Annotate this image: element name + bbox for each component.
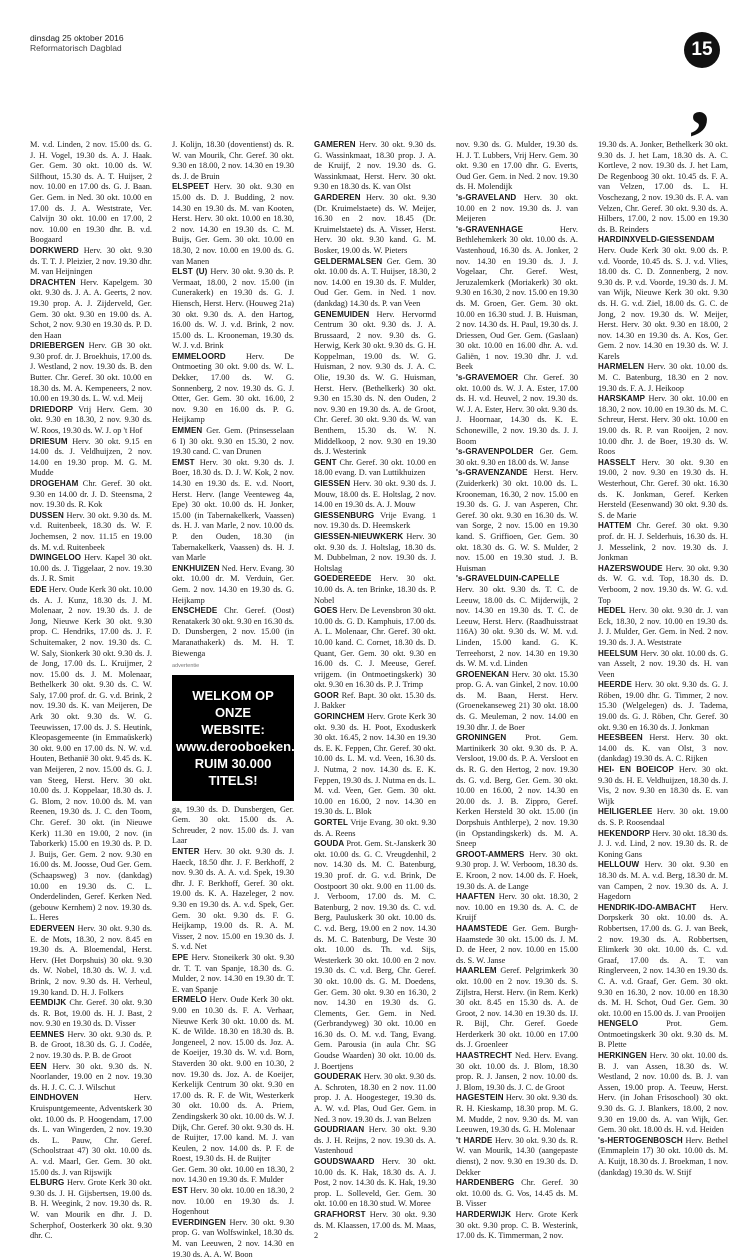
place-name: ENSCHEDE bbox=[172, 606, 218, 616]
service-entry bbox=[598, 860, 728, 902]
place-name: HEERDE bbox=[598, 680, 632, 690]
service-details: Herv. Stoneikerk 30 okt. 9.30 dr. T. T. van Spanje, 18.30 ds. G. Mulder, 2 nov. 14.30 en 19.30 dr. T. E. van Spanje bbox=[172, 953, 295, 994]
service-details: Herv. Kapelgem. 30 okt. 9.30 ds. J. A. A. Geerts, 2 nov. 19.30 prop. A. J. Zijderveld, Ger. Gem. 30 okt. 9.30 en 19.00 ds. A. Schot, 2 nov. 9.30 en 19.30 ds. P. D. den Haan bbox=[30, 277, 152, 340]
place-name: GOEDEREEDE bbox=[314, 574, 372, 584]
place-name: HAAMSTEDE bbox=[456, 923, 508, 933]
service-entry bbox=[456, 1136, 578, 1178]
place-name: 's-GRAVELAND bbox=[456, 192, 517, 202]
service-details: Prot. Gem. Martinikerk 30 okt. 9.30 ds. P. A. Versloot, 19.00 ds. P. A. Versloot en ds. R. G. den Hertog, 2 nov. 19.30 ds. G. v.d. Berg, Ger. Gem. 30 okt. 10.00 en 16.00, 2 nov. 14.30 en 20.00 ds. J. B. Zippro, Geref. Kerken Hersteld 30 okt. 15.00 (in Dorpshuis Anthlerpe), 2 nov. 19.30 (in Opstandingskerk) ds. M. A. Sneep bbox=[456, 733, 579, 849]
place-name: GARDEREN bbox=[314, 192, 361, 202]
service-details: Herv. 30 okt. 9.30 ds. M. v.d. Ruitenbeek, 18.30 ds. W. F. Jochemsen, 2 nov. 11.15 en 19.00 ds. M. v.d. Ruitenbeek bbox=[30, 510, 152, 552]
place-name: GOOR bbox=[314, 690, 339, 700]
service-entry bbox=[172, 352, 294, 426]
place-name: GOUDERAK bbox=[314, 1072, 362, 1082]
place-name: EST bbox=[172, 1186, 188, 1196]
service-details: Herv. 30 okt. 9.30 ds. J. H. Reijns, 2 nov. 19.30 ds. A. Vastenhoud bbox=[314, 1125, 437, 1156]
service-entry bbox=[456, 1093, 578, 1135]
place-name: DRIESUM bbox=[30, 436, 68, 446]
service-entry bbox=[172, 847, 294, 953]
service-entry bbox=[172, 1218, 294, 1260]
service-entry bbox=[456, 193, 578, 225]
place-name: ENKHUIZEN bbox=[172, 563, 220, 573]
place-name: HEI- EN BOEICOP bbox=[598, 765, 674, 775]
place-name: GIESSEN-NIEUWKERK bbox=[314, 531, 404, 541]
column-4 bbox=[456, 140, 579, 1241]
place-name: 's-GRAVENHAGE bbox=[456, 224, 524, 234]
place-name: HARMELEN bbox=[598, 362, 645, 372]
place-name: GAMEREN bbox=[314, 140, 356, 149]
masthead bbox=[30, 33, 124, 53]
service-details: Herv. 30 okt. 9.30 prop. G. van Wolfswinkel, 18.30 ds. M. van Leeuwen, 2 nov. 14.30 en 19.30 ds. A. A. W. Boon bbox=[172, 1217, 294, 1259]
place-name: 's-GRAVEMOER bbox=[456, 373, 519, 383]
advertisement-line: www.derooboeken.nl bbox=[176, 738, 307, 754]
service-entry bbox=[30, 278, 152, 342]
service-entry bbox=[598, 765, 728, 807]
service-entry bbox=[598, 1051, 728, 1136]
service-details: Herv. 30 okt. 10.00 en 2 nov. 19.30 ds. J. van Meijeren bbox=[456, 192, 579, 224]
place-name: DRIEDORP bbox=[30, 404, 74, 414]
service-details: Herv. 30 okt. 18.30, 2 nov. 10.00 en 19.30 ds. A. C. de Kruijf bbox=[456, 892, 578, 923]
service-entry bbox=[314, 140, 436, 193]
service-entry bbox=[456, 966, 578, 1051]
service-details: Herv. Grote Kerk 30 okt. 9.30 ds. J. H. Gijsbertsen, 19.00 ds. B. H. Weegink, 2 nov. 19.30 ds. R. W. van Mourik en dhr. J. D. Scherphof, Oosterkerk 30 okt. 9.30 dhr. C. bbox=[30, 1178, 152, 1241]
service-details: Herv. 30 okt. 9.30 ds. P. Vermaat, 18.00, 2 nov. 15.00 (in Cunerakerk) en 19.30 ds. G. J. Hiensch, Herst. Herv. (Houweg 21a) 30 okt. 9.30 ds. A. den Hartog, 16.00 ds. W. J. v.d. Brink, 2 nov. 15.00 ds. L. Krooneman, 19.30 ds. W. J. v.d. Brink bbox=[172, 267, 294, 351]
service-entry bbox=[314, 310, 436, 458]
service-entry bbox=[30, 1178, 152, 1242]
service-details: Herv. 30 okt. 10.00 ds. G. van Asselt, 2 nov. 19.30 ds. H. van Veen bbox=[598, 648, 728, 679]
service-entry bbox=[314, 1157, 436, 1210]
service-entry bbox=[30, 553, 152, 585]
service-entry bbox=[172, 426, 294, 458]
service-details: Vrij Herv. Gem. 30 okt. 9.30 en 18.30, 2 nov. 9.30 ds. W. Roos, 19.30 ds. W. J. op 't Hof bbox=[30, 404, 152, 436]
place-name: GROOT-AMMERS bbox=[456, 849, 525, 859]
service-entry bbox=[314, 606, 436, 691]
service-details: Ned. Herv. Evang. 30 okt. 10.00 ds. J. Blom, 18.30 prop. R. J. Jansen, 2 nov. 10.00 ds. J. Blom, 19.30 ds. J. C. de Groot bbox=[456, 1051, 579, 1092]
service-details: Herv. 30 okt. 9.30 en 15.00 ds. D. J. Budding, 2 nov. 14.30 en 19.30 ds. M. van Kooten, Herst. Herv. 30 okt. 10.00 en 18.30, 2 nov. 14.30 en 19.30 ds. C. M. Buijs, Ger. Gem. 30 okt. 10.00 en 18.30, 2 nov. 10.00 en 19.00 ds. G. van Manen bbox=[172, 182, 294, 266]
column-1 bbox=[30, 140, 153, 1241]
place-name: GIESSEN bbox=[314, 479, 351, 488]
place-name: EINDHOVEN bbox=[30, 1093, 79, 1103]
place-name: EDE bbox=[30, 584, 47, 594]
service-entry bbox=[314, 193, 436, 257]
service-details: Herv. 30 okt. 9.30 en 19.00, 2 nov. 9.30 en 19.30 ds. H. Westerhout, Chr. Geref. 30 okt. 16.30 ds. K. Jonkman, Geref. Kerken Hersteld (Eesenwand) 30 okt. 9.30 ds. S. de Marie bbox=[598, 457, 728, 520]
service-details: Herv. 30 okt. 9.30 ds. J. Boer, 18.30 ds. D. J. W. Kok, 2 nov. 14.30 en 19.30 ds. E. v.d. Noort, Herst. Herv. (lange Veenteweg 4a, Epe) 30 okt. 10.00 ds. H. Jonker, 15.00 (in Tabernakelkerk, Vaassen) ds. H. J. van Marle, 2 nov. 10.00 ds. P. den Ouden, 18.30 (in Tabernakelkerk, Vaassen) ds. H. J. van Marle bbox=[172, 457, 294, 563]
place-name: GORTEL bbox=[314, 818, 348, 827]
service-details: 19.30 ds. A. Jonker, Bethelkerk 30 okt. 9.30 ds. J. het Lam, 18.30 ds. A. C. Kortleve, 2 nov. 19.30 ds. J. het Lam, De Regenboog 30 okt. 10.45 ds. F. A. van Velzen, 17.00 ds. L. H. Voschezang, 2 nov. 19.30 ds. F. A. van Velzen, Chr. Geref. 30 okt. 9.30 ds. A. Hilbers, 17.00, 2 nov. 15.00 en 19.30 ds. B. Reinders bbox=[598, 140, 728, 234]
service-details: Herv. 30 okt. 9.30 ds. M. Klaassen, 17.00 ds. M. Maas, 2 bbox=[314, 1209, 436, 1241]
service-entry bbox=[456, 468, 578, 574]
place-name: HENDRIK-IDO-AMBACHT bbox=[598, 902, 697, 912]
service-entry bbox=[598, 807, 728, 828]
place-name: HAZERSWOUDE bbox=[598, 563, 663, 573]
service-entry bbox=[172, 458, 294, 564]
service-entry bbox=[456, 924, 578, 966]
service-details: ga, 19.30 ds. D. Dunsbergen, Ger. Gem. 30 okt. 15.00 ds. A. Schreuder, 2 nov. 15.00 ds. J. van Laar bbox=[172, 804, 294, 846]
service-entry bbox=[30, 585, 152, 924]
service-entry bbox=[30, 140, 152, 246]
service-entry bbox=[598, 140, 728, 235]
service-details: Geref. Pelgrimkerk 30 okt. 10.00 en 2 nov. 19.30 ds. S. Zijlstra, Herst. Herv. (in Rem. Kerk) 30 okt. 8.45 en 15.30 ds. A. de Groot, 2 nov. 14.30 en 19.30 ds. IJ. R. Bijl, Chr. Geref. Goede Herderkerk 30 okt. 10.00 en 17.00 ds. J. Groenleer bbox=[456, 966, 579, 1050]
service-details: Herv. 30 okt. 10.00 ds. M. C. Batenburg, 18.30 en 2 nov. 19.30 ds. F. A. J. Heikoop bbox=[598, 362, 728, 393]
place-name: GROENEKAN bbox=[456, 669, 509, 679]
service-details: nov. 9.30 ds. G. Mulder, 19.30 ds. H. J. T. Lubbers, Vrij Herv. Gem. 30 okt. 9.30 en 17.00 dhr. G. Everts, Oud Ger. Gem. in Ned. 2 nov. 19.30 ds. H. Molendijk bbox=[456, 140, 578, 192]
place-name: EMMEN bbox=[172, 426, 203, 436]
service-entry bbox=[30, 1062, 152, 1094]
place-name: HARSKAMP bbox=[598, 394, 646, 404]
place-name: EEMNES bbox=[30, 1029, 65, 1039]
place-name: GRONINGEN bbox=[456, 733, 507, 743]
service-entry bbox=[172, 140, 294, 182]
service-details: Ger. Gem. 30 okt. 10.00 ds. A. T. Huijser, 18.30, 2 nov. 14.00 en 19.30 ds. F. Mulder, Oud Ger. Gem. in Ned. 1 nov. (dankdag) 14.30 ds. P. van Veen bbox=[314, 256, 436, 308]
service-details: Herv. 30 okt. 9.30 ds. J. Haeck, 18.50 dhr. J. F. Berkhoff, 2 nov. 9.30 ds. A. A. v.d. Spek, 19.30 dhr. J. F. Berkhoff, Geref. 30 okt. 19.00 ds. K. A. Hazeleger, 2 nov. 9.30 en 19.30 ds. A. v.d. Spek, Ger. Gem. 30 okt. 9.30 ds. F. G. Heijkamp, 19.00 ds. R. A. M. Visser, 2 nov. 15.00 en 19.30 ds. J. S. v.d. Net bbox=[172, 847, 294, 952]
service-entry bbox=[598, 458, 728, 522]
service-details: Herv. 30 okt. 10.00 en 18.30, 2 nov. 10.00 en 19.30 ds. M. C. Schreur, Herst. Herv. 30 okt. 10.00 en 19.00 ds. R. P. van Rooijen, 2 nov. 10.00 dhr. J. de Boer, 19.30 ds. W. Roos bbox=[598, 394, 729, 457]
service-details: Herv. Grote Kerk 30 okt. 9.30 prop. C. B. Westerink, 17.00 ds. K. Timmerman, 2 nov. bbox=[456, 1209, 579, 1241]
service-details: Herv. Oude Kerk 30 okt. 9.00 ds. P. v.d. Voorde, 10.45 ds. S. J. v.d. Vlies, 18.00 ds. C. D. Zonnenberg, 2 nov. 9.30 ds. P. v.d. Voorde, 19.30 ds. J. M. van Wijk, Nieuwe Kerk 30 okt. 9.30 ds. H. G. v.d. Ziel, 18.00 ds. G. C. de Jong, 2 nov. 19.30 ds. W. Meijer, Herst. Herv. 30 okt. 9.30 en 18.00, 2 nov. 14.30 en 19.30 ds. A. Kos, Ger. Gem. 2 nov. 14.30 en 19.30 ds. W. J. Karels bbox=[598, 245, 728, 361]
service-details: Herv. 30 okt. 10.00 en 18.30, 2 nov. 10.00 en 19.30 ds. J. Hogenhout bbox=[172, 1186, 295, 1217]
service-entry bbox=[456, 733, 578, 850]
place-name: EEN bbox=[30, 1061, 47, 1071]
service-entry bbox=[456, 225, 578, 373]
service-details: Prot. Gem. St.-Janskerk 30 okt. 10.00 ds. G. C. Vreugdenhil, 2 nov. 14.30 ds. M. C. Batenburg, 19.30 prof. dr. G. v.d. Brink, De Oostpoort 30 okt. 9.00 en 11.00 ds. J. Verboom, 17.00 ds. M. C. Batenburg, 2 nov. 19.30 ds. C. v.d. Berg, Pauluskerk 30 okt. 10.00 ds. C. v.d. Berg, 19.00 en 2 nov. 14.30 ds. M. C. Batenburg, De Veste 30 okt. 10.00 ds. Th. v.d. Sijs, Westerkerk 30 okt. 10.00 en 2 nov. 19.30 ds. C. v.d. Berg, Chr. Geref. 30 okt. 10.00 ds. G. M. Doedens, Ger. Gem. 30 okt. 9.30 en 16.30, 2 nov. 14.30 en 19.30 ds. G. Clements, Ger. Gem. in Ned. (Gerbrandyweg) 30 okt. 10.00 en 16.30 ds. O. M. v.d. Tang, Evang. Gem. Parousia (in aula Chr. SG Goudse Waarden) 30 okt. 10.00 ds. J. Boertjens bbox=[314, 839, 437, 1071]
service-entry bbox=[172, 606, 294, 659]
service-details: Chr. Geref. 30 okt. 10.00 en 18.00 evang. D. van Luttikhuizen bbox=[314, 457, 436, 478]
service-details: Herv. 30 okt. 9.30 ds. R. H. Kieskamp, 18.30 prop. M. G. M. Mudde, 2 nov. 9.30 ds. M. van Leeuwen, 19.30 ds. G. H. Molenaar bbox=[456, 1093, 578, 1135]
service-details: Herv. 30 okt. 10.00 ds. B. J. van Assen, 18.30 ds. W. Westland, 2 nov. 10.00 ds. B. J. van Assen, 19.00 prop. A. Teeuw, Herst. Herv. (in Johan Frisoschool) 30 okt. 9.30 ds. G. J. Blankers, 18.00, 2 nov. 9.30 en 19.00 ds. A. van Wijk, Ger. Gem. 30 okt. 18.00 ds. H. v.d. Heiden bbox=[598, 1051, 728, 1135]
service-details: Herv. GB 30 okt. 9.30 prof. dr. J. Broekhuis, 17.00 ds. J. Westland, 2 nov. 19.30 ds. B. den Butter. Chr. Geref. 30 okt. 10.00 en 18.30 ds. M. A. Kempeneers, 2 nov. 10.00 en 19.30 ds. L. W. v.d. Meij bbox=[30, 341, 153, 404]
service-entry bbox=[598, 362, 728, 394]
service-details: Herv. De Levensbron 30 okt. 10.00 ds. G. D. Kamphuis, 17.00 ds. A. L. Molenaar, Chr. Geref. 30 okt. 10.00 kand. C. Cornet, 18.30 ds. D. Quant, Ger. Gem. 30 okt. 9.30 en 16.00 ds. C. J. Meeuse, Geref. vrijgem. (in Ontmoetingskerk) 30 okt. 9.30 en 16.30 ds. P. J. Trimp bbox=[314, 606, 436, 690]
service-details: Herv. Oude Kerk 30 okt. 10.00 ds. A. J. Kunz, 18.30 ds. J. M. Molenaar, 2 nov. 19.30 ds. J. de Jong, Nieuwe Kerk 30 okt. 9.30 prop. C. Hendriks, 17.00 ds. J. F. Schuitemaker, 2 nov. 19.30 ds. C. W. Saly, Sionkerk 30 okt. 9.30 ds. J. de Jong, 17.00 ds. L. Kruijmer, 2 nov. 15.00 ds. J. M. Molenaar, Bethelkerk 30 okt. 9.30 ds. C. W. Saly, 17.00 prof. dr. G. v.d. Brink, 2 nov. 19.30 ds. K. van Meijeren, De Ark 30 okt. 9.30 ds. W. G. Teeuwissen, 17.00 ds. J. S. Heutink, Kleopasgemeente (in Emmaüskerk) 30 okt. 9.00 en 17.00 ds. N. W. v.d. Houten, Bethanië 30 okt. 9.45 ds. K. van Meijeren, 2 nov. 15.00 ds. G. J. van Steeg, Herst. Herv. 30 okt. 10.00 ds. J. Koppelaar, 18.30 ds. J. G. Blom, 2 nov. 10.00 ds. M. van Reenen, 19.30 ds. J. C. den Toom, Chr. Geref. 30 okt. (in Nieuwe Kerk) 11.30 en 19.00, 2 nov. (in Taborkerk) 15.00 en 19.30 ds. P. D. J. Buijs, Ger. Gem. 2 nov. 9.30 en 16.00 ds. M. Joosse, Oud Ger. Gem. (Schaapsweg) 3 nov. (dankdag) 10.00 en 19.30 ds. C. L. Onderdelinden, Geref. Kerken Ned. (gebouw Kernhem) 2 nov. 19.30 ds. L. Heres bbox=[30, 584, 152, 923]
service-entry bbox=[456, 373, 578, 447]
service-details: Vrije Evang. 30 okt. 9.30 ds. A. Reens bbox=[314, 818, 436, 838]
place-name: 's-GRAVELDUIN-CAPELLE bbox=[456, 574, 560, 584]
service-details: Herv. 30 okt. 9.30 ds. A. Schroten, 18.30 en 2 nov. 11.00 prop. J. A. Hoogesteger, 19.30 ds. A. W. v.d. Plas, Oud Ger. Gem. in Ned. 3 nov. 19.30 ds. J. van Belzen bbox=[314, 1072, 436, 1124]
place-name: HAGESTEIN bbox=[456, 1093, 504, 1103]
service-details: Herv. 30 okt. 9.30 prop. J. W. Verboom, 18.30 ds. E. Kroon, 2 nov. 14.00 ds. F. Hoek, 19.30 ds. A. de Lange bbox=[456, 849, 579, 891]
service-entry bbox=[314, 1125, 436, 1157]
place-name: 't HARDE bbox=[456, 1135, 493, 1145]
service-entry bbox=[314, 818, 436, 839]
service-entry bbox=[314, 574, 436, 606]
page-number-badge: 15 bbox=[684, 32, 720, 68]
place-name: HAASTRECHT bbox=[456, 1051, 513, 1061]
place-name: HAAFTEN bbox=[456, 892, 495, 902]
place-name: GOES bbox=[314, 606, 338, 616]
service-details: Herv. 30 okt. 9.30 ds. W. G. v.d. Top, 18.30 ds. D. Verboom, 2 nov. 19.30 ds. W. G. v.d. Top bbox=[598, 563, 728, 605]
service-details: Herv. 30 okt. 18.30 ds. J. J. v.d. Lind, 2 nov. 19.30 ds. R. de Koning Gans bbox=[598, 828, 728, 859]
service-entry bbox=[172, 995, 294, 1165]
place-name: HEILIGERLEE bbox=[598, 807, 653, 817]
service-entry bbox=[172, 1165, 294, 1186]
service-details: Ger. Gem. Burgh-Haamstede 30 okt. 15.00 ds. J. M. D. de Heer, 2 nov. 10.00 en 15.00 ds. S. W. Janse bbox=[456, 923, 578, 965]
service-details: Herv. 30 okt. 10.00 ds. K. Hak, 18.30 ds. A. J. Post, 2 nov. 14.30 ds. K. Hak, 19.30 prop. L. Solleveld, Ger. Gem. 30 okt. 10.00 en 18.30 stud. W. Moree bbox=[314, 1157, 436, 1209]
place-name: GENT bbox=[314, 457, 337, 467]
service-entry bbox=[314, 257, 436, 310]
service-details: Herv. 30 okt. 9.30 ds. R. W. van Mourik, 14.30 (aangepaste dienst), 2 nov. 9.30 en 19.30 ds. D. Dekker bbox=[456, 1135, 579, 1177]
place-name: HEELSUM bbox=[598, 648, 638, 658]
service-details: Herv. Bethel (Emmaplein 17) 30 okt. 10.00 ds. M. A. Kuijt, 18.30 ds. J. Broekman, 1 nov. (dankdag) 19.30 ds. W. Stijf bbox=[598, 1135, 729, 1177]
service-details: Herv. Bethlehemkerk 30 okt. 10.00 ds. A. Vastenhoud, 16.30 ds. A. Jonker, 2 nov. 14.30 en 19.30 ds. J. J. Vogelaar, Chr. Geref. West, Jeruzalemkerk (Moriakerk) 30 okt. 9.30 en 16.30, 2 nov. 15.00 en 19.30 ds. M. Groen, Ger. Gem. 30 okt. 10.00 en 16.30 stud. J. B. Huisman, 2 nov. 14.30 ds. H. Paul, 19.30 ds. J. Driessen, Oud Ger. Gem. (Gaslaan) 30 okt. 10.00 en 16.00 dhr. A. v.d. Galiën, 1 nov. 19.30 dhr. J. v.d. Beek bbox=[456, 224, 578, 372]
service-entry bbox=[456, 670, 578, 734]
service-details: Herv. 30 okt. 9.30 ds. G. J. Röben, 19.00 dhr. G. Timmer, 2 nov. 15.30 (Welgelegen) ds. J. Tadema, 19.00 ds. G. J. Röben, Chr. Geref. 30 okt. 9.30 en 16.30 ds. J. Jonkman bbox=[598, 680, 728, 732]
service-details: Herv. 30 okt. 9.30 ds. G. Wassinkmaat, 18.30 prop. J. A. de Kruijf, 2 nov. 19.30 ds. G. Wassinkmaat, Herst. Herv. 30 okt. 9.30 en 18.30 ds. K. van Olst bbox=[314, 140, 436, 192]
service-entry bbox=[30, 1093, 152, 1178]
service-entry bbox=[456, 447, 578, 468]
service-entry bbox=[172, 953, 294, 995]
place-name: DWINGELOO bbox=[30, 553, 82, 563]
advertisement-line: WELKOM OP ONZE bbox=[192, 687, 274, 720]
service-entry bbox=[314, 532, 436, 574]
service-details: Herv. 30 okt. 9.30 ds. E. de Mots, 18.30, 2 nov. 8.45 en 19.30 ds. A. Bloemendal, Herst. Herv. (Het Dorpshuis) 30 okt. 9.30 ds. W. Nobel, 18.30 ds. W. J. v.d. Brink, 2 nov. 9.30 ds. H. Verheul, 19.30 kand. D. H. J. Folkers bbox=[30, 923, 152, 997]
service-details: Herv. 30 okt. 9.30 ds. T. T. J. Pleizier, 2 nov. 19.30 dhr. M. van Heijningen bbox=[30, 245, 153, 277]
service-entry bbox=[30, 405, 152, 437]
place-name: HERKINGEN bbox=[598, 1051, 647, 1061]
service-entry bbox=[30, 246, 152, 278]
service-entry bbox=[598, 829, 728, 861]
service-details: Chr. Geref. 30 okt. 10.00 ds. G. Vos, 14.45 ds. M. B. Visser bbox=[456, 1178, 578, 1209]
service-details: Herv. 30 okt. 9.30 en 18.30 ds. M. A. v.d. Berg, 18.30 dr. M. van Campen, 2 nov. 19.30 ds. A. J. Hagedorn bbox=[598, 860, 728, 902]
service-details: Herv. De Ontmoeting 30 okt. 9.00 ds. W. L. Dekker, 17.00 ds. W. G. Sonnenberg, 2 nov. 19.30 ds. G. J. Otter, Ger. Gem. 30 okt. 16.00, 2 nov. 9.30 en 16.00 ds. P. G. Heijkamp bbox=[172, 351, 294, 425]
place-name: EDERVEEN bbox=[30, 923, 75, 933]
service-details: Herv. 30 okt. 9.30 (Dr. Kruimelstaete) ds. W. Meijer, 16.30 en 2 nov. 18.45 (Dr. Kruimelstaete) ds. A. Visser, Herst. Herv. 30 okt. 9.30 kand. G. M. Bosker, 19.00 ds. W. Pieters bbox=[314, 192, 436, 255]
service-details: Herv. Oude Kerk 30 okt. 9.00 en 10.30 ds. F. A. Verhaar, Nieuwe Kerk 30 okt. 10.00 ds. M. K. de Wilde. 18.30 en 18.30 ds. B. Jongeneel, 2 nov. 15.00 ds. Joz. A. de Koeijer, 19.30 ds. W. v.d. Born, Staverden 30 okt. 9.00 en 10.30, 2 nov. 19.30 ds. Joz. A. de Koeijer, Kerkelijk Centrum 30 okt. 9.30 en 17.00 ds. R. F. de Wit, Westerkerk 30 okt. 10.00 ds. A. Priem, Zendingskerk 30 okt. 10.00 ds. W. J. Dijk, Chr. Geref. 30 okt. 9.30 ds. H. de Ruijter, 17.00 kand. M. J. van Keulen, 2 nov. 14.00 ds. P. F. de Roest, 19.30 ds. H. de Ruijter bbox=[172, 995, 294, 1164]
service-entry bbox=[598, 903, 728, 1020]
service-entry bbox=[456, 850, 578, 892]
service-details: Chr. Geref. 30 okt. 10.00 ds. W. J. A. Ester, 17.00 ds. H. v.d. Heuvel, 2 nov. 19.30 ds. W. J. A. Ester, Herv. 30 okt. 9.30 ds. J. Hoornaar, 14.30 ds. K. E. Schonewille, 2 nov. 19.30 ds. J. J. Boom bbox=[456, 373, 579, 446]
service-details: Ger. Gem. (Prinsesselaan 6 I) 30 okt. 9.30 en 15.30, 2 nov. 19.30 cand. C. van Drunen bbox=[172, 426, 294, 457]
place-name: HARDENBERG bbox=[456, 1178, 515, 1188]
service-entry bbox=[598, 680, 728, 733]
service-entry bbox=[456, 1210, 578, 1242]
service-entry bbox=[598, 606, 728, 648]
place-name: ELST (U) bbox=[172, 267, 208, 277]
service-entry bbox=[30, 341, 152, 405]
service-details: J. Kolijn, 18.30 (doventienst) ds. R. W. van Mourik, Chr. Geref. 30 okt. 9.30 en 18.00, 2 nov. 14.30 en 19.30 ds. J. de Bruin bbox=[172, 140, 294, 181]
service-entry bbox=[30, 924, 152, 998]
service-entry bbox=[30, 998, 152, 1030]
place-name: HATTEM bbox=[598, 521, 632, 531]
service-entry bbox=[172, 1186, 294, 1218]
service-entry bbox=[314, 511, 436, 532]
place-name: DROGEHAM bbox=[30, 479, 79, 488]
place-name: GIESSENBURG bbox=[314, 510, 375, 520]
place-name: HELLOUW bbox=[598, 860, 640, 870]
service-details: Prot. Gem. Ontmoetingskerk 30 okt. 9.30 ds. M. B. Plette bbox=[598, 1019, 728, 1050]
service-details: Ger. Gem. 30 okt. 9.30 en 18.00 ds. W. Janse bbox=[456, 447, 578, 467]
service-entry bbox=[314, 1210, 436, 1242]
place-name: DRIEBERGEN bbox=[30, 341, 85, 351]
service-details: Herv. Kapel 30 okt. 10.00 ds. J. Tiggelaar, 2 nov. 19.30 ds. J. R. Smit bbox=[30, 553, 152, 584]
service-entry bbox=[598, 521, 728, 563]
service-entry bbox=[598, 394, 728, 458]
service-details: Herv. 30 okt. 9.30 ds. N. Noorlander, 19.00 en 2 nov. 19.30 ds. H. J. C. C. J. Wilschut bbox=[30, 1061, 152, 1092]
column-2 bbox=[172, 140, 307, 1259]
service-entry bbox=[456, 574, 578, 669]
service-details: Herv. Kruispuntgemeente, Adventskerk 30 okt. 10.00 ds. P. Hoogendam, 17.00 ds. L. van Wingerden, 2 nov. 19.30 ds. L. Pauw, Chr. Geref. (Schoolstraat 47) 30 okt. 10.00 ds. A. v.d. Maarl, Ger. Gem. 30 okt. 15.00 ds. J. van Rijswijk bbox=[30, 1093, 152, 1177]
place-name: HASSELT bbox=[598, 457, 636, 467]
service-entry bbox=[456, 140, 578, 193]
service-details: Vrije Evang. 1 nov. 19.30 ds. D. Heemskerk bbox=[314, 510, 436, 531]
service-entry bbox=[314, 839, 436, 1072]
service-entry bbox=[314, 691, 436, 712]
service-details: Herst. Herv. (Zuiderkerk) 30 okt. 10.00 ds. L. Krooneman, 16.30, 2 nov. 15.00 en 19.30 ds. G. J. van Asperen, Chr. Geref. 30 okt. 9.30 en 16.30 ds. W. van Sorge, 2 nov. 15.00 en 19.30 kand. S. Griffioen, Ger. Gem. 30 okt. 18.30 ds. G. W. S. Mulder, 2 nov. 15.00 en 19.30 stud. J. B. Huisman bbox=[456, 468, 578, 573]
service-entry bbox=[456, 1051, 578, 1093]
service-details: M. v.d. Linden, 2 nov. 15.00 ds. G. J. H. Vogel, 19.30 ds. A. J. Haak. Ger. Gem. 30 okt. 10.00 ds. W. Silfhout, 15.30 ds. A. T. Huijser, 2 nov. 10.00 en 17.00 ds. G. J. Baan. Ger. Gem. in Ned. 30 okt. 10.00 en 17.00 ds. J. A. Weststrate, Ver. Calvijn 30 okt. 10.00 en 17.00, 2 nov. 10.00 en 19.30 dhr. B. v.d. Boogaard bbox=[30, 140, 152, 245]
service-entry bbox=[314, 1072, 436, 1125]
column-3 bbox=[314, 140, 437, 1241]
place-name: EMMELOORD bbox=[172, 351, 226, 361]
church-services-listing bbox=[30, 140, 729, 1259]
service-details: Herv. 30 okt. 15.30 prop. G. A. van Ginkel, 2 nov. 10.00 ds. M. Baan, Herst. Herv. (Groenekanseweg 21) 30 okt. 18.00 ds. G. Meuleman, 2 nov. 14.00 en 19.30 dhr. J. de Boer bbox=[456, 669, 578, 732]
issue-date: dinsdag 25 oktober 2016 bbox=[30, 33, 124, 43]
advertisement-banner bbox=[172, 675, 307, 801]
place-name: DUSSEN bbox=[30, 510, 64, 520]
place-name: ELSPEET bbox=[172, 182, 210, 192]
comma-logo-icon: , bbox=[690, 54, 710, 142]
service-entry bbox=[456, 1178, 578, 1210]
service-details: Chr. Geref. (Oost) Renatakerk 30 okt. 9.30 en 16.30 ds. D. Dunsbergen, 2 nov. 15.00 (in Maranathakerk) ds. M. H. T. Biewenga bbox=[172, 606, 294, 658]
service-details: Herv. Dorpskerk 30 okt. 10.00 ds. A. Robbertsen, 17.00 ds. G. J. van Beek, 2 nov. 19.30 ds. A. Robbertsen, Elimkerk 30 okt. 10.00 ds. C. v.d. Graaf, 17.00 ds. A. T. van Ringlerveen, 2 nov. 14.30 en 19.30 ds. C. A. v.d. Graaf, Ger. Gem. 30 okt. 9.30 en 16.30, 2 nov. 10.00 en 18.30 ds. M. H. Schot, Oud Ger. Gem. 30 okt. 10.00 en 15.00 ds. J. van Prooijen bbox=[598, 902, 728, 1018]
place-name: HENGELO bbox=[598, 1019, 639, 1029]
column-5 bbox=[598, 140, 729, 1177]
place-name: HARDINXVELD-GIESSENDAM bbox=[598, 235, 715, 245]
service-details: Chr. Geref. 30 okt. 9.30 prof. dr. H. J. Selderhuis, 16.30 ds. H. J. Messelink, 2 nov. 19.30 ds. J. Jonkman bbox=[598, 521, 728, 563]
service-entry bbox=[30, 437, 152, 479]
service-details: Ref. Bapt. 30 okt. 15.30 ds. J. Bakker bbox=[314, 690, 437, 711]
place-name: 's-GRAVENZANDE bbox=[456, 468, 528, 478]
place-name: GELDERMALSEN bbox=[314, 256, 383, 266]
service-details: Herv. 30 okt. 19.00 ds. S. P. Roosendaal bbox=[598, 807, 728, 827]
service-entry bbox=[314, 712, 436, 818]
service-details: Chr. Geref. 30 okt. 9.30 en 14.00 dr. J. D. Steensma, 2 nov. 19.30 ds. R. Kok bbox=[30, 479, 153, 510]
service-details: Herv. 30 okt. 9.30 ds. J. Holtslag, 18.30 ds. M. Dubbelman, 2 nov. 19.30 ds. J. Holtslag bbox=[314, 531, 436, 573]
service-details: Herv. 30 okt. 9.30 ds. P. B. de Groot, 18.30 ds. G. J. Codée, 2 nov. 19.30 ds. P. B. de Groot bbox=[30, 1029, 152, 1061]
place-name: GENEMUIDEN bbox=[314, 309, 370, 319]
service-entry bbox=[172, 805, 294, 847]
place-name: GOUDA bbox=[314, 839, 345, 849]
service-details: Ned. Herv. Evang. 30 okt. 10.00 dr. M. Verduin, Ger. Gem. 2 nov. 14.30 en 19.30 ds. G. Heijkamp bbox=[172, 563, 295, 605]
advertisement-line: RUIM 30.000 TITELS! bbox=[194, 755, 272, 788]
service-entry bbox=[172, 182, 294, 267]
service-details: Chr. Geref. 30 okt. 9.30 ds. R. Bot, 19.00 ds. H. J. Bast, 2 nov. 9.30 en 19.30 ds. D. Visser bbox=[30, 998, 152, 1029]
place-name: EEMDIJK bbox=[30, 998, 67, 1008]
place-name: EMST bbox=[172, 457, 195, 467]
place-name: GOUDSWAARD bbox=[314, 1157, 375, 1166]
service-entry bbox=[598, 733, 728, 765]
place-name: HEDEL bbox=[598, 606, 626, 616]
place-name: HEESBEEN bbox=[598, 733, 643, 743]
service-details: Herv. 30 okt. 9.30 ds. T. C. de Leeuw, 18.00 ds. C. Mijderwijk, 2 nov. 14.30 en 19.30 ds. T. C. de Leeuw, Herst. Herv. (Raadhuisstraat 116A) 30 okt. 9.30 ds. W. M. v.d. Linden, 15.00 kand. G. K. Terreehorst, 2 nov. 14.30 en 19.30 ds. W. M. v.d. Linden bbox=[456, 584, 578, 669]
advertisement-line: WEBSITE: bbox=[201, 721, 265, 737]
place-name: EPE bbox=[172, 953, 189, 962]
place-name: DORKWERD bbox=[30, 245, 79, 255]
service-entry bbox=[30, 479, 152, 511]
service-entry bbox=[172, 267, 294, 352]
service-entry bbox=[598, 1019, 728, 1051]
place-name: 's-GRAVENPOLDER bbox=[456, 447, 534, 457]
place-name: GOUDRIAAN bbox=[314, 1125, 365, 1135]
place-name: HARDERWIJK bbox=[456, 1209, 512, 1219]
service-details: Herv. Hervormd Centrum 30 okt. 9.30 ds. J. A. Brussaard, 2 nov. 9.30 ds. G. Herwig, Kerk 30 okt. 9.30 ds. G. H. Koppelman, 19.00 ds. W. G. Huisman, 2 nov. 9.30 ds. J. A. C. Olie, 19.30 ds. W. G. Huisman, Herst. Herv. (Bethelkerk) 30 okt. 9.30 en 15.30 ds. N. den Ouden, 2 nov. 9.30 en 19.30 ds. A. de Groot, Chr. Geref. 30 okt. 9.30 ds. W. van Benthem, 15.30 ds. W. N. Middelkoop, 2 nov. 9.30 en 19.30 ds. J. Westerink bbox=[314, 309, 437, 457]
service-details: Herv. 30 okt. 10.00 ds. A. ten Brinke, 18.30 ds. P. Nobel bbox=[314, 574, 436, 605]
service-details: Herv. 30 okt. 9.30 ds. H. E. Veldhuijzen, 18.30 ds. J. Vis, 2 nov. 9.30 en 18.30 ds. E. van Wijk bbox=[598, 765, 729, 806]
service-entry bbox=[456, 892, 578, 924]
service-entry bbox=[598, 564, 728, 606]
advertisement-label: advertentie bbox=[172, 663, 200, 670]
place-name: GRAFHORST bbox=[314, 1209, 366, 1219]
place-name: HAARLEM bbox=[456, 966, 497, 976]
service-entry bbox=[598, 649, 728, 681]
place-name: EVERDINGEN bbox=[172, 1217, 226, 1227]
place-name: HEKENDORP bbox=[598, 828, 651, 838]
place-name: ERMELO bbox=[172, 995, 207, 1005]
newspaper-name: Reformatorisch Dagblad bbox=[30, 43, 122, 53]
service-entry bbox=[598, 235, 728, 362]
service-details: Herst. Herv. 30 okt. 14.00 ds. K. van Olst, 3 nov. (dankdag) 19.30 ds. A. C. Rijken bbox=[598, 733, 728, 764]
service-entry bbox=[30, 1030, 152, 1062]
service-entry bbox=[30, 511, 152, 553]
service-entry bbox=[598, 1136, 728, 1178]
service-entry bbox=[172, 564, 294, 606]
service-entry bbox=[314, 458, 436, 479]
place-name: GORINCHEM bbox=[314, 712, 365, 722]
service-details: Herv. 30 okt. 9.30 dr. J. van Eck, 18.30, 2 nov. 10.00 en 19.30 ds. J. J. Mulder, Ger. Gem. in Ned. 2 nov. 19.30 ds. J. A. Weststrate bbox=[598, 606, 728, 647]
service-details: Herv. Grote Kerk 30 okt. 9.30 ds. H. Poot, Exoduskerk 30 okt. 16.45, 2 nov. 14.30 en 19.30 ds. E. K. Feppen, Chr. Geref. 30 okt. 10.00 ds. L. M. v.d. Veen, 16.30 ds. J. Nutma, 2 nov. 14.30 ds. E. K. Feppen, 19.30 ds. J. Nutma en ds. L. M. v.d. Veen, Ger. Gem. 30 okt. 10.00 en 16.00, 2 nov. 14.30 en 19.30 ds. L. Blok bbox=[314, 712, 436, 817]
service-details: Ger. Gem. 30 okt. 10.00 en 18.30, 2 nov. 14.30 en 19.30 ds. F. Mulder bbox=[172, 1164, 294, 1185]
place-name: ELBURG bbox=[30, 1178, 65, 1188]
place-name: ENTER bbox=[172, 847, 200, 857]
service-details: Herv. 30 okt. 9.30 ds. J. Mouw, 18.00 ds. E. Holtslag, 2 nov. 14.00 en 19.30 ds. A. J. Mouw bbox=[314, 479, 436, 510]
place-name: DRACHTEN bbox=[30, 277, 76, 287]
service-entry bbox=[314, 479, 436, 511]
place-name: 's-HERTOGENBOSCH bbox=[598, 1135, 683, 1145]
service-details: Herv. 30 okt. 9.15 en 14.00 ds. J. Veldhuijzen, 2 nov. 14.00 en 19.30 prop. M. G. M. Mudde bbox=[30, 436, 152, 478]
